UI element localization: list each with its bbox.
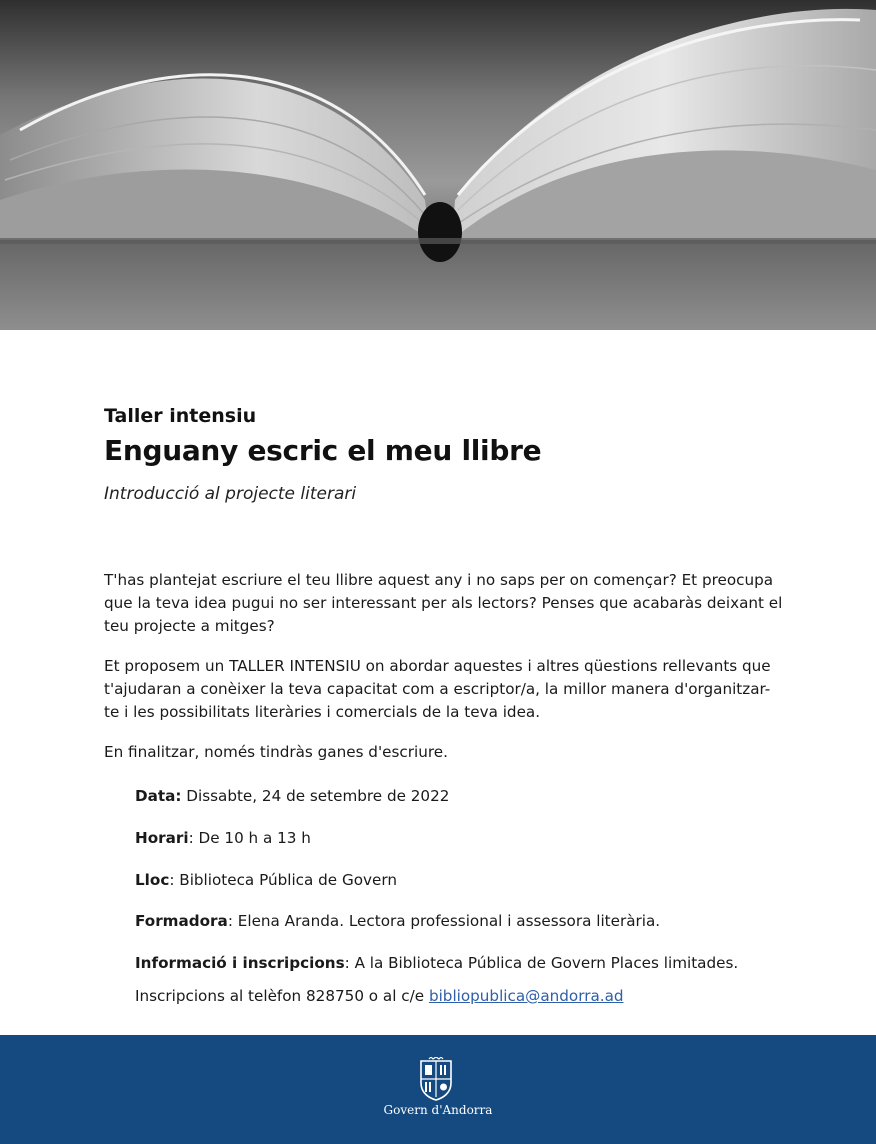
kicker-label: Taller intensiu — [104, 405, 257, 427]
footer-bar — [0, 1035, 876, 1144]
detail-place-label: Lloc — [135, 871, 170, 889]
email-link[interactable]: bibliopublica@andorra.ad — [428, 987, 624, 1005]
detail-trainer — [135, 910, 835, 932]
detail-info-value: : A la Biblioteca Pública de Govern Places limitades. — [344, 954, 739, 972]
detail-date-label: Data: — [135, 787, 182, 805]
detail-schedule-label: Horari — [135, 829, 189, 847]
detail-signup — [135, 985, 835, 1007]
detail-place — [135, 869, 835, 891]
intro-paragraph: T'has plantejat escriure el teu llibre aquest any i no saps per on començar? Et preocupa que la teva idea pugui no ser interessant per als lectors? Penses que acabaràs deixant el teu projecte a mitges? — [104, 571, 783, 635]
detail-date — [135, 785, 835, 807]
detail-place-value: : Biblioteca Pública de Govern — [169, 871, 397, 889]
closing-paragraph: En finalitzar, només tindràs ganes d'escriure. — [104, 743, 448, 761]
detail-schedule-value: : De 10 h a 13 h — [188, 829, 311, 847]
footer-govern-label: Govern d'Andorra — [383, 1103, 493, 1117]
hero-book-image — [0, 0, 876, 330]
govern-andorra-crest-icon — [415, 1057, 457, 1101]
detail-info-label: Informació i inscripcions — [135, 954, 345, 972]
page-title: Enguany escric el meu llibre — [104, 434, 542, 467]
signup-text: Inscripcions al telèfon 828750 o al c/e — [135, 987, 429, 1005]
detail-trainer-value: : Elena Aranda. Lectora professional i assessora literària. — [227, 912, 661, 930]
open-book-illustration — [0, 0, 876, 330]
detail-date-value: Dissabte, 24 de setembre de 2022 — [181, 787, 450, 805]
detail-info — [135, 952, 835, 974]
detail-trainer-label: Formadora — [135, 912, 228, 930]
detail-schedule — [135, 827, 835, 849]
proposal-paragraph: Et proposem un TALLER INTENSIU on abordar aquestes i altres qüestions rellevants que t'ajudaran a conèixer la teva capacitat com a escriptor/a, la millor manera d'organitzar-te i les possibilitats literàries i comercials de la teva idea. — [104, 657, 771, 721]
page-subtitle: Introducció al projecte literari — [104, 484, 357, 504]
